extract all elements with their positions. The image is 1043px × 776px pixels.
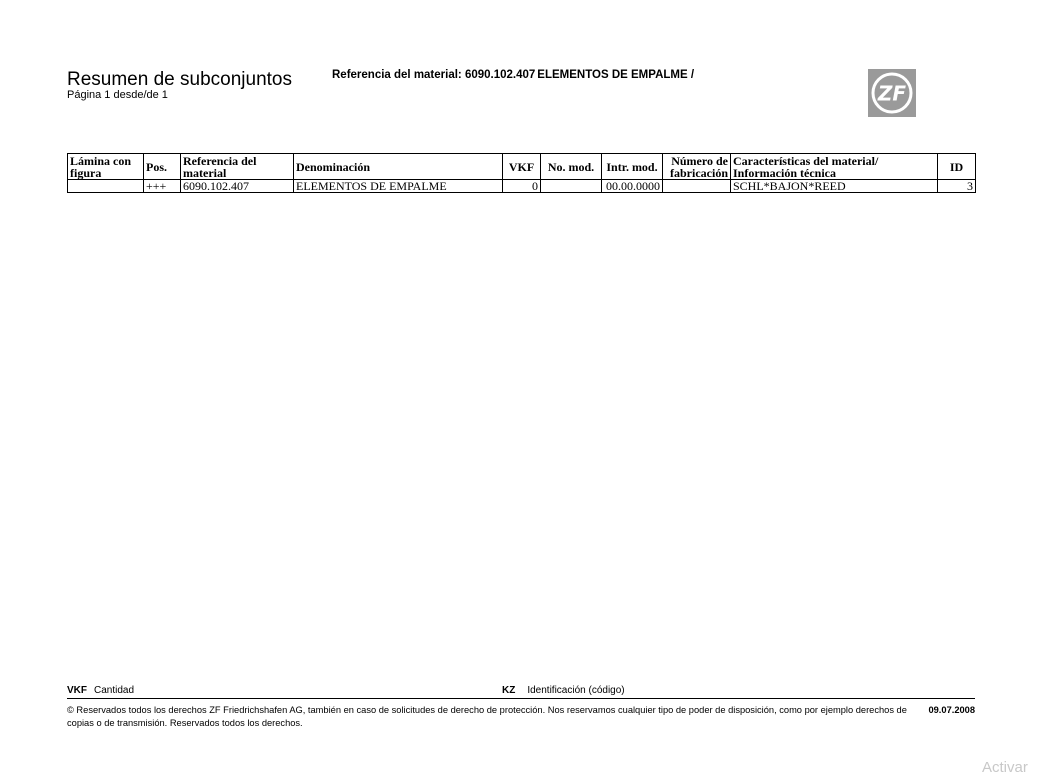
zf-logo-text: ZF <box>877 81 907 106</box>
table-row <box>68 180 976 193</box>
zf-logo <box>868 69 916 117</box>
cell-pos: +++ <box>144 180 181 193</box>
col-intr-mod: Intr. mod. <box>602 154 663 180</box>
col-caracteristicas: Características del material/ Información técnica <box>731 154 938 180</box>
material-ref-name: ELEMENTOS DE EMPALME / <box>537 69 695 81</box>
footer-divider <box>67 698 975 699</box>
cell-numero-fabricacion <box>663 180 731 193</box>
material-reference <box>332 69 694 81</box>
legend-vkf-text: Cantidad <box>94 685 135 696</box>
cell-lamina <box>68 180 144 193</box>
col-referencia: Referencia del material <box>181 154 294 180</box>
page-title: Resumen de subconjuntos <box>67 69 292 90</box>
page-info: Página 1 desde/de 1 <box>67 89 168 101</box>
table-header-row <box>68 154 976 180</box>
col-denominacion: Denominación <box>294 154 503 180</box>
col-numero-fabricacion: Número de fabricación <box>663 154 731 180</box>
material-ref-label: Referencia del material: 6090.102.407 <box>332 69 536 81</box>
col-no-mod: No. mod. <box>541 154 602 180</box>
cell-referencia: 6090.102.407 <box>181 180 294 193</box>
cell-intr-mod: 00.00.0000 <box>602 180 663 193</box>
copyright-notice: © Reservados todos los derechos ZF Friedrichshafen AG, también en caso de solicitudes de derecho de protección. Nos reservamos cualquier tipo de poder de disposición, como por ejemplo derechos de copias o de transmisión. Reservados todos los derechos. <box>67 705 907 728</box>
col-vkf: VKF <box>503 154 541 180</box>
legend-kz-text: Identificación (código) <box>527 685 625 696</box>
legend-vkf-abbr: VKF <box>67 685 87 696</box>
cell-denominacion: ELEMENTOS DE EMPALME <box>294 180 503 193</box>
cell-caracteristicas: SCHL*BAJON*REED <box>731 180 938 193</box>
document-date: 09.07.2008 <box>928 705 975 715</box>
legend-kz <box>502 685 625 696</box>
cell-id: 3 <box>938 180 976 193</box>
legend-kz-abbr: KZ <box>502 685 516 696</box>
col-lamina: Lámina con figura <box>68 154 144 180</box>
col-pos: Pos. <box>144 154 181 180</box>
subassembly-table <box>67 153 976 193</box>
col-id: ID <box>938 154 976 180</box>
cell-vkf: 0 <box>503 180 541 193</box>
legend-vkf <box>67 685 134 696</box>
activate-watermark: Activar <box>982 759 1028 776</box>
cell-no-mod <box>541 180 602 193</box>
